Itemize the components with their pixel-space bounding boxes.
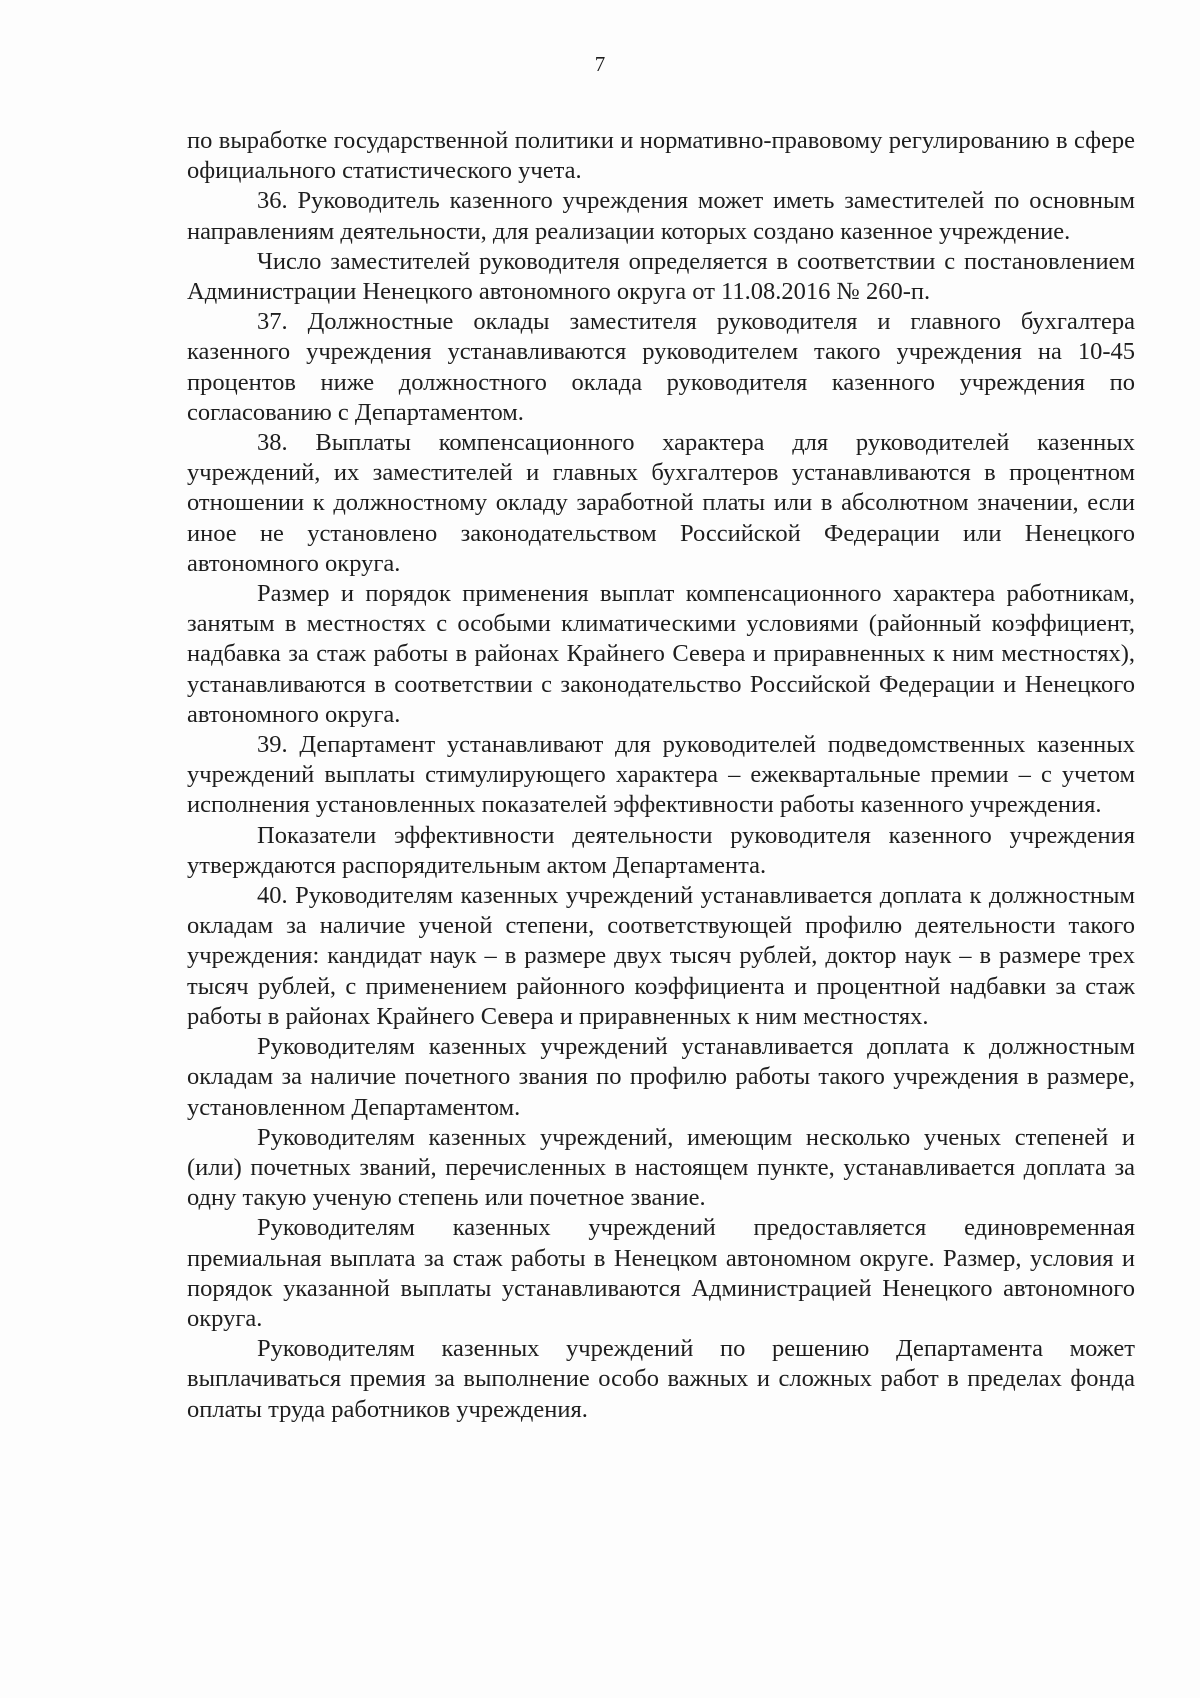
paragraph-38-compensation: Размер и порядок применения выплат компенсационного характера работникам, занятым в местностях с особыми климатическими условиями (районный коэффициент, надбавка за стаж работы в районах Крайнего Севера и приравненных к ним местностях), устанавливаются в соответствии с законодательство Российской Федерации и Ненецкого автономного округа. [187,580,1135,728]
paragraph-40-multiple-degrees: Руководителям казенных учреждений, имеющим несколько ученых степеней и (или) почетных званий, перечисленных в настоящем пункте, устанавливается доплата за одну такую ученую степень или почетное звание. [187,1123,1135,1212]
paragraph-continuation: по выработке государственной политики и нормативно-правовому регулированию в сфере официального статистического учета. [187,127,1135,185]
paragraph-39-indicators: Показатели эффективности деятельности руководителя казенного учреждения утверждаются распорядительным актом Департамента. [187,821,1135,879]
paragraph-40-seniority-bonus: Руководителям казенных учреждений предоставляется единовременная премиальная выплата за стаж работы в Ненецком автономном округе. Размер, условия и порядок указанной выплаты устанавливаются Администрацией Ненецкого автономного округа. [187,1214,1135,1332]
paragraph-40-special-bonus: Руководителям казенных учреждений по решению Департамента может выплачиваться премия за выполнение особо важных и сложных работ в пределах фонда оплаты труда работников учреждения. [187,1335,1135,1423]
paragraph-38: 38. Выплаты компенсационного характера для руководителей казенных учреждений, их заместителей и главных бухгалтеров устанавливаются в процентном отношении к должностному окладу заработной платы или в абсолютном значении, если иное не установлено законодательством Российской Федерации или Ненецкого автономного округа. [187,429,1135,577]
paragraph-39: 39. Департамент устанавливают для руководителей подведомственных казенных учреждений выплаты стимулирующего характера – ежеквартальные премии – с учетом исполнения установленных показателей эффективности работы казенного учреждения. [187,731,1135,819]
paragraph-40-honorary-title: Руководителям казенных учреждений устанавливается доплата к должностным окладам за наличие почетного звания по профилю работы такого учреждения в размере, установленном Департаментом. [187,1033,1135,1121]
paragraph-36-deputies-count: Число заместителей руководителя определяется в соответствии с постановлением Администрации Ненецкого автономного округа от 11.08.2016 № 260-п. [187,247,1135,306]
document-body [187,126,1135,1425]
paragraph-40: 40. Руководителям казенных учреждений устанавливается доплата к должностным окладам за наличие ученой степени, соответствующей профилю деятельности такого учреждения: кандидат наук – в размере двух тысяч рублей, доктор наук – в размере трех тысяч рублей, с применением районного коэффициента и процентной надбавки за стаж работы в районах Крайнего Севера и приравненных к ним местностях. [187,882,1135,1030]
paragraph-36: 36. Руководитель казенного учреждения может иметь заместителей по основным направлениям деятельности, для реализации которых создано казенное учреждение. [187,187,1135,245]
paragraph-37: 37. Должностные оклады заместителя руководителя и главного бухгалтера казенного учреждения устанавливаются руководителем такого учреждения на 10-45 процентов ниже должностного оклада руководителя казенного учреждения по согласованию с Департаментом. [187,308,1135,426]
page-number: 7 [594,52,606,76]
